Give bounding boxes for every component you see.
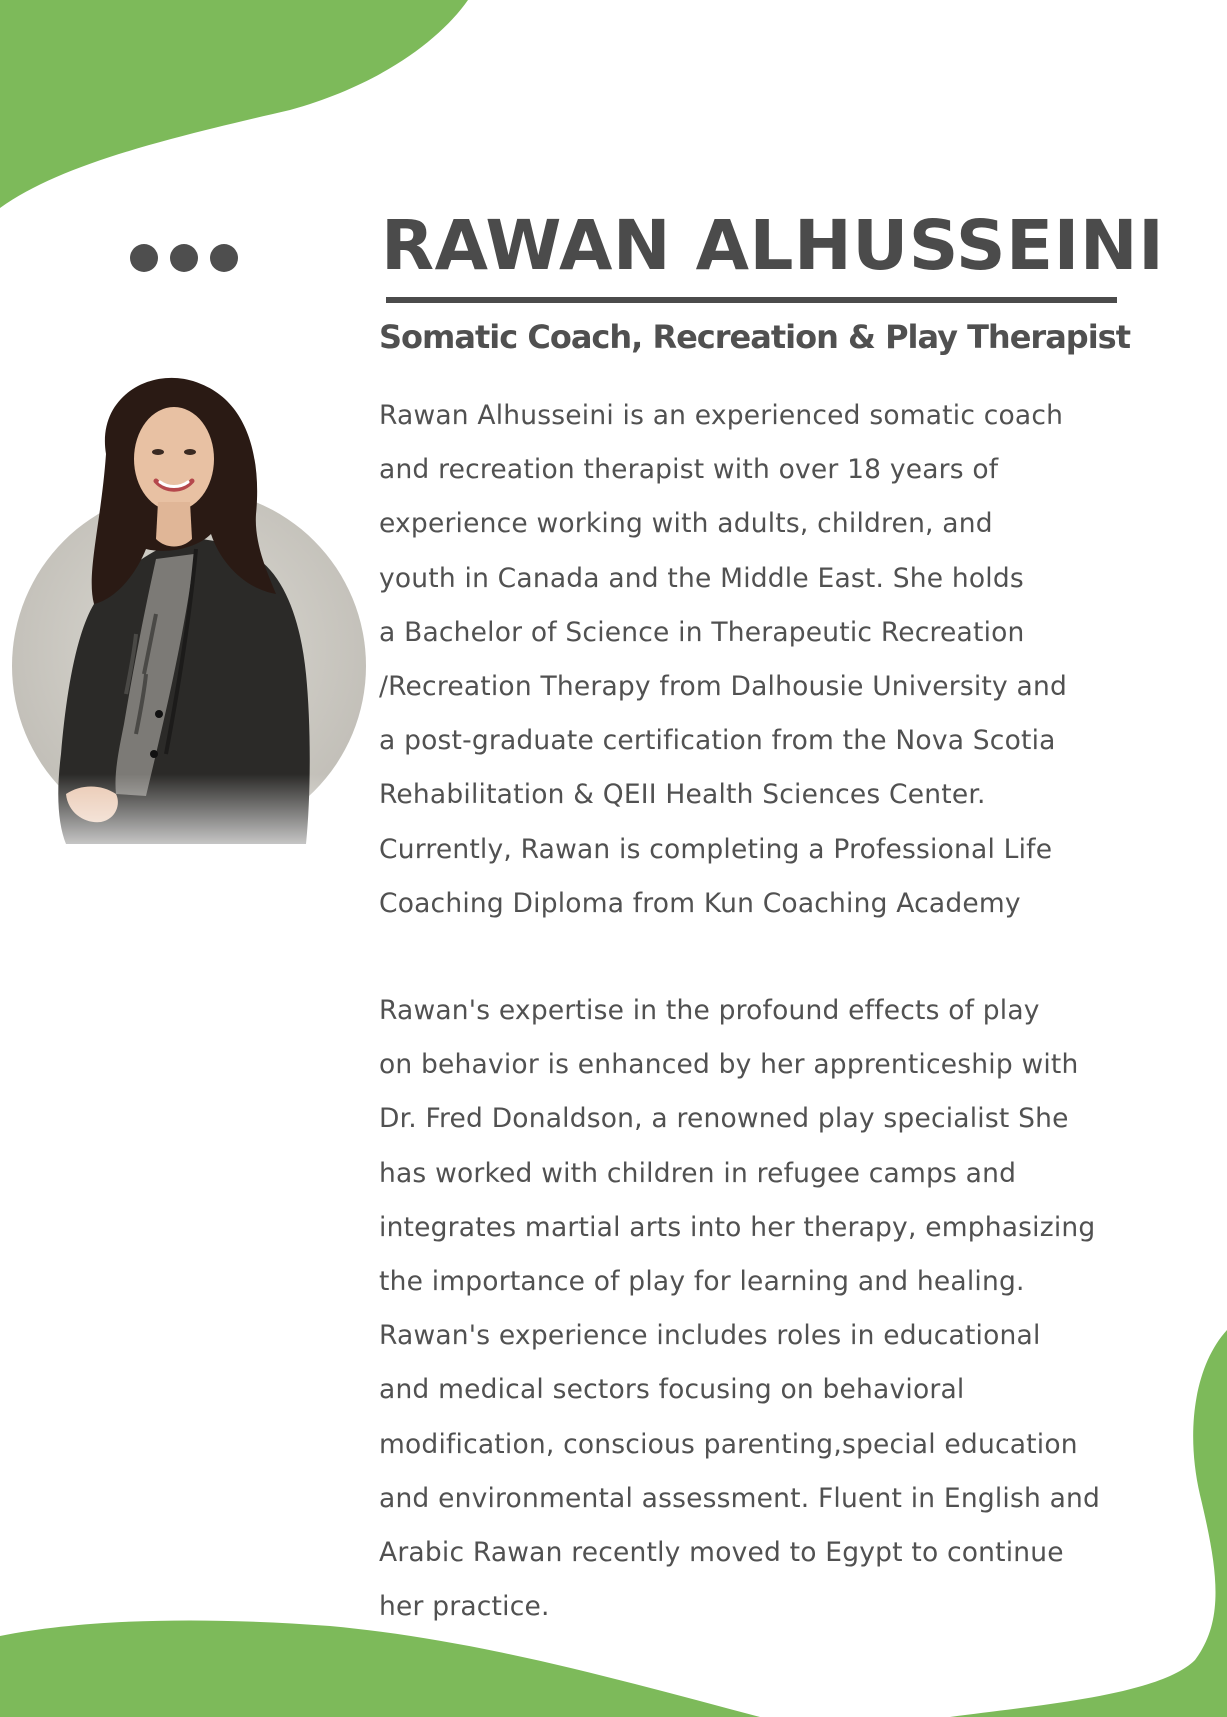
top-left-green-wave xyxy=(0,0,468,208)
job-title-subtitle: Somatic Coach, Recreation & Play Therapist xyxy=(379,318,1130,356)
bottom-left-green-wave xyxy=(0,1620,760,1717)
ellipsis-icon xyxy=(130,244,238,272)
person-name-heading: RAWAN ALHUSSEINI xyxy=(381,206,1165,286)
portrait-photo xyxy=(6,374,370,870)
bio-paragraph-1: Rawan Alhusseini is an experienced somatic coach and recreation therapist with over 18 years of experience working with adults, children, and youth in Canada and the Middle East. She holds a Bachelor of Science in Therapeutic Recreation /Recreation Therapy from Dalhousie University and a post-graduate certification from the Nova Scotia Rehabilitation & QEII Health Sciences Center. Currently, Rawan is completing a Professional Life Coaching Diploma from Kun Coaching Academy xyxy=(379,400,1067,919)
bio-paragraph-2: Rawan's expertise in the profound effects of play on behavior is enhanced by her apprenticeship with Dr. Fred Donaldson, a renowned play specialist She has worked with children in refugee camps and integrates martial arts into her therapy, emphasizing the importance of play for learning and healing. Rawan's experience includes roles in educational and medical sectors focusing on behavioral modification, conscious parenting,special education and environmental assessment. Fluent in English and Arabic Rawan recently moved to Egypt to continue her practice. xyxy=(379,995,1101,1623)
heading-underline xyxy=(386,297,1117,303)
ellipsis-dot xyxy=(210,244,238,272)
ellipsis-dot xyxy=(170,244,198,272)
ellipsis-dot xyxy=(130,244,158,272)
